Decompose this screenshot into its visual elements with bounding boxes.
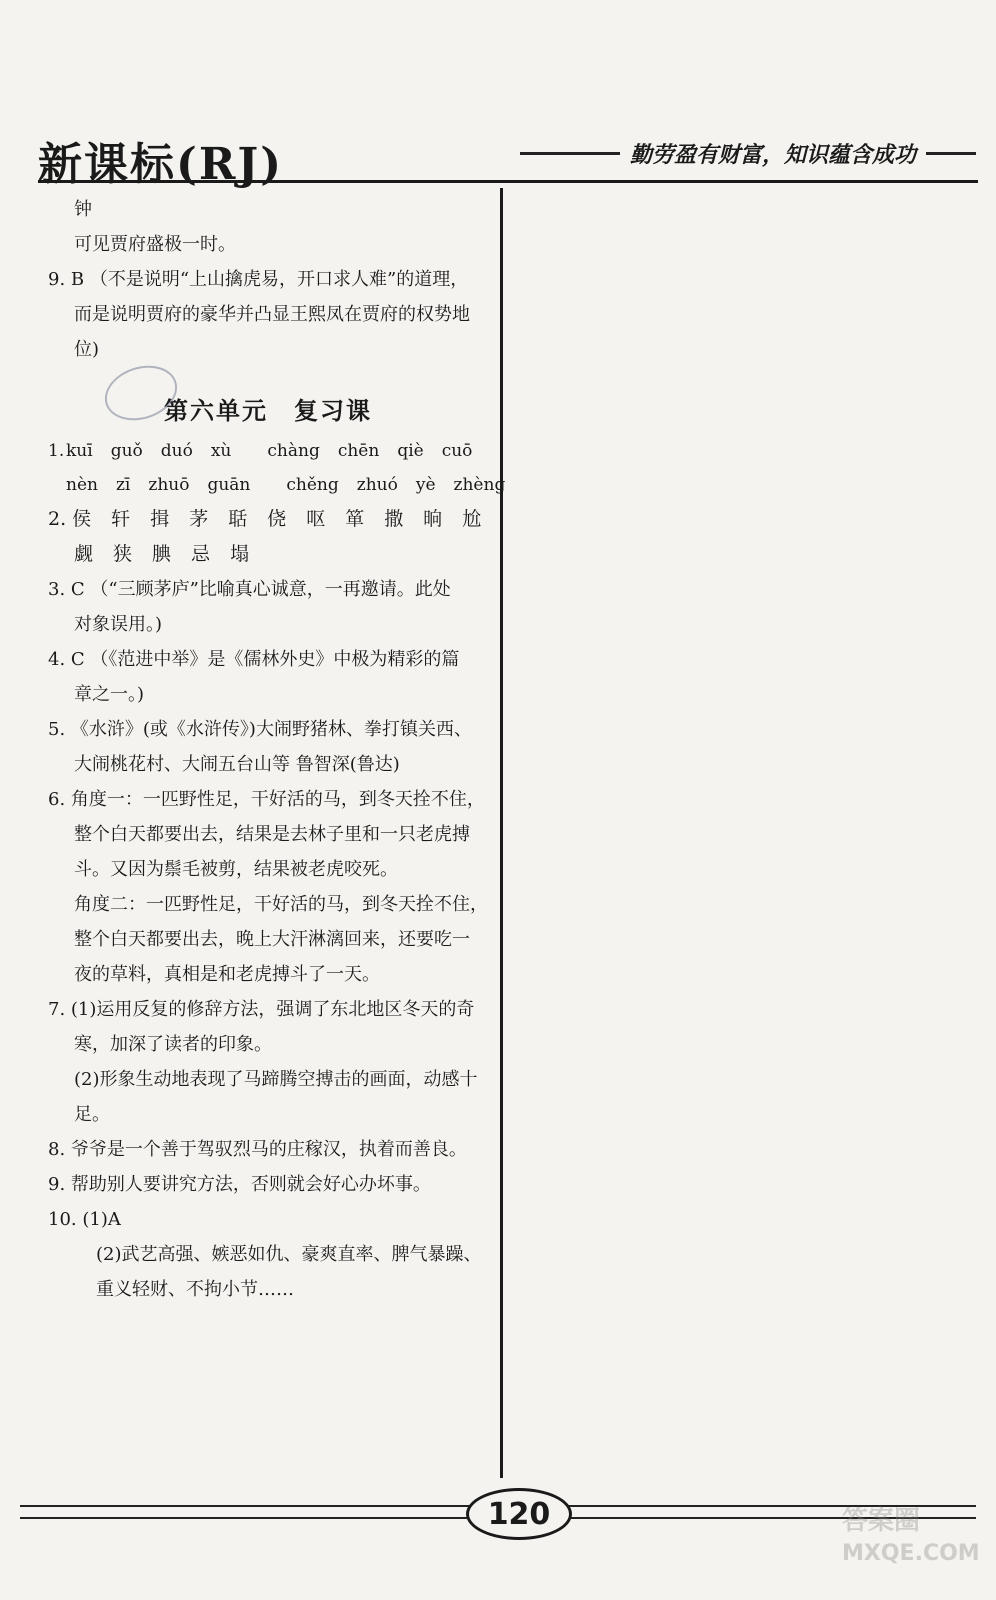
- text-line: 钟: [74, 199, 92, 220]
- char-item: 狭: [113, 543, 133, 565]
- answer-4-line: 章之一。): [74, 684, 145, 705]
- answer-7-line: 寒，加深了读者的印象。: [74, 1034, 272, 1055]
- answer-6-line: 6. 角度一：一匹野性足，干好活的马，到冬天拴不住，: [48, 789, 485, 810]
- answer-10-line: 重义轻财、不拘小节……: [96, 1279, 294, 1300]
- pinyin-item: guān: [207, 475, 251, 495]
- section-unit: 第六单元: [164, 396, 268, 425]
- motto-dash-right: [926, 152, 976, 155]
- answer-6-line: 整个白天都要出去，晚上大汗淋漓回来，还要吃一: [74, 929, 470, 950]
- header-rule: [38, 180, 978, 183]
- pinyin-item: qiè: [397, 441, 424, 461]
- pinyin-item: zhuó: [356, 475, 398, 495]
- watermark-url: MXQE.COM: [842, 1541, 980, 1566]
- pinyin-item: chàng: [267, 441, 320, 461]
- answer-7-line: 7. (1)运用反复的修辞方法，强调了东北地区冬天的奇: [48, 999, 475, 1020]
- pinyin-group: [267, 434, 472, 468]
- answer-10-line: 10. (1)A: [48, 1209, 121, 1230]
- answer-8-line: 8. 爷爷是一个善于驾驭烈马的庄稼汉，执着而善良。: [48, 1139, 467, 1160]
- answer-6-line: 斗。又因为鬃毛被剪，结果被老虎咬死。: [74, 859, 398, 880]
- motto-dash-left: [520, 152, 620, 155]
- char-item: 侯: [72, 508, 92, 530]
- char-item: 忌: [191, 543, 211, 565]
- answer-6-line: 整个白天都要出去，结果是去林子里和一只老虎搏: [74, 824, 470, 845]
- char-item: 晌: [423, 508, 443, 530]
- answer-9-line: 9. B （不是说明“上山擒虎易，开口求人难”的道理，: [48, 269, 469, 290]
- column-divider: [500, 188, 503, 1478]
- pinyin-item: zhèng: [453, 475, 506, 495]
- char-item: 呕: [306, 508, 326, 530]
- pinyin-item: kuī: [66, 441, 93, 461]
- pinyin-group: [66, 434, 231, 468]
- answer-9-line: 而是说明贾府的豪华并凸显王熙凤在贾府的权势地: [74, 304, 470, 325]
- answer-6-line: 夜的草料，真相是和老虎搏斗了一天。: [74, 964, 380, 985]
- answer-9b-line: 9. 帮助别人要讲究方法，否则就会好心办坏事。: [48, 1174, 431, 1195]
- char-item: 茅: [189, 508, 209, 530]
- header-title: 新课标(RJ): [38, 139, 284, 190]
- answer-1-label: 1.: [48, 441, 65, 461]
- section-title: [48, 393, 488, 428]
- answer-9-line: 位): [74, 339, 100, 360]
- char-item: 腆: [152, 543, 172, 565]
- pinyin-item: zhuō: [148, 475, 190, 495]
- header-motto: 勤劳盈有财富，知识蕴含成功: [629, 142, 916, 168]
- char-item: 箪: [345, 508, 365, 530]
- watermark-logo: 答案圈: [842, 1506, 921, 1536]
- answer-7-line: (2)形象生动地表现了马蹄腾空搏击的画面，动感十: [74, 1069, 478, 1090]
- pinyin-group: [66, 468, 250, 502]
- answer-10-line: (2)武艺高强、嫉恶如仇、豪爽直率、脾气暴躁、: [96, 1244, 482, 1265]
- char-item: 觑: [74, 543, 94, 565]
- char-item: 尬: [462, 508, 482, 530]
- chars-row: [48, 502, 488, 537]
- pinyin-item: chēn: [337, 441, 380, 461]
- answer-3-line: 对象误用。): [74, 614, 163, 635]
- answer-3-line: 3. C （“三顾茅庐”比喻真心诚意，一再邀请。此处: [48, 579, 451, 600]
- chars-row: [48, 537, 488, 572]
- pinyin-item: chěng: [286, 475, 339, 495]
- answer-4-line: 4. C （《范进中举》是《儒林外史》中极为精彩的篇: [48, 649, 460, 670]
- answer-column: [48, 192, 506, 1307]
- watermark: [842, 1500, 982, 1580]
- char-item: 塌: [230, 543, 250, 565]
- pinyin-row: [48, 434, 488, 468]
- char-item: 聒: [228, 508, 248, 530]
- header-motto-bar: [520, 138, 976, 169]
- pinyin-item: xù: [210, 441, 232, 461]
- answer-5-line: 大闹桃花村、大闹五台山等 鲁智深(鲁达): [74, 754, 400, 775]
- answer-5-line: 5. 《水浒》(或《水浒传》)大闹野猪林、拳打镇关西、: [48, 719, 472, 740]
- pinyin-item: nèn: [66, 475, 98, 495]
- pinyin-item: duó: [160, 441, 193, 461]
- pinyin-group: [286, 468, 505, 502]
- pinyin-row: [48, 468, 506, 502]
- char-item: 轩: [111, 508, 131, 530]
- pinyin-item: yè: [415, 475, 436, 495]
- section-name: 复习课: [294, 396, 372, 425]
- answer-6-line: 角度二：一匹野性足，干好活的马，到冬天拴不住，: [74, 894, 488, 915]
- pinyin-item: zī: [115, 475, 131, 495]
- pinyin-item: guǒ: [110, 441, 143, 461]
- char-item: 撒: [384, 508, 404, 530]
- answer-2-label: 2.: [48, 508, 67, 530]
- char-item: 揖: [150, 508, 170, 530]
- answer-7-line: 足。: [74, 1104, 110, 1125]
- char-item: 侥: [267, 508, 287, 530]
- text-line: 可见贾府盛极一时。: [74, 234, 236, 255]
- page-number: 120: [466, 1488, 572, 1540]
- pinyin-item: cuō: [441, 441, 473, 461]
